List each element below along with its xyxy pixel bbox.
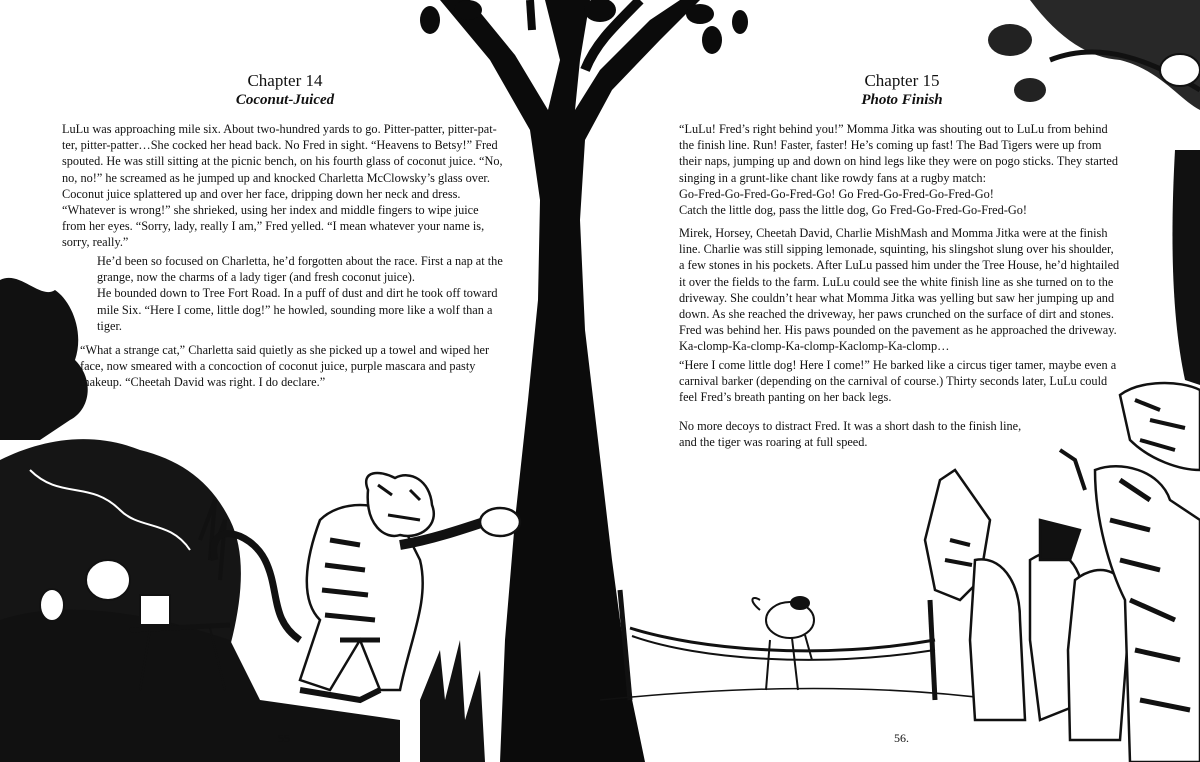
chapter-title: Photo Finish xyxy=(861,92,943,108)
paragraph-text: “LuLu! Fred’s right behind you!” Momma Jitka was shouting out to LuLu from behind the finish line. Run! Faster, faster! He’s coming up fast! The Bad Tigers were up from their naps, jumping up and down on hind legs like they were on pogo sticks. They started singing in a grunt-like chant like rowdy fans at a rugby match: Go-Fred-Go-Fred-Go-Fred-Go! Go Fred-Go-Fred-Go-Fred-Go! Catch the little dog, pass the little dog, Go Fred-Go-Fred-Go-Fred-Go! xyxy=(679,122,1118,218)
chapter-number: Chapter 14 xyxy=(247,71,323,90)
paragraph xyxy=(62,121,522,251)
right-page xyxy=(600,0,1200,762)
paragraph-text: He’d been so focused on Charletta, he’d forgotten about the race. First a nap at the grange, now the charms of a lady tiger (and fresh coconut juice). He bounded down to Tree Fort Road. In a puff of dust and dirt he took off toward mile Six. “Here I come, little dog!” he howled, sounding more like a wolf than a tiger. xyxy=(97,254,503,333)
paragraph xyxy=(679,225,1159,355)
paragraph-text: “What a strange cat,” Charletta said quietly as she picked up a towel and wiped her face, now smeared with a concoction of coconut juice, purple mascara and pasty makeup. “Cheetah David was right. I do declare.” xyxy=(80,343,490,390)
paragraph-text: LuLu was approaching mile six. About two-hundred yards to go. Pitter-patter, pitter-pat- ter, pitter-patter…She cocked her head back. No Fred in sight. “Heavens to Betsy!” Fred spouted. He was still sitting at the picnic bench, on his fourth glass of coconut juice. “No, no, no!” he screamed as he jumped up and knocked Charletta McClowsky’s glass over. Coconut juice splattered up and over her face, dripping down her neck and dress. “Whatever is wrong!” she shrieked, using her index and middle fingers to wipe juice from her eyes. “Sorry, lady, really I am,” Fred yelled. “I mean whatever your name is, sorry, really.” xyxy=(62,122,503,250)
page-number: 55 xyxy=(278,731,290,745)
paragraph xyxy=(80,342,520,391)
chapter-number: Chapter 15 xyxy=(864,71,940,90)
chapter-heading xyxy=(165,71,405,109)
paragraph xyxy=(679,418,1159,450)
paragraph-text: No more decoys to distract Fred. It was a short dash to the finish line, and the tiger was roaring at full speed. xyxy=(679,419,1022,450)
chapter-heading xyxy=(782,71,1022,109)
paragraph xyxy=(679,357,1159,406)
paragraph xyxy=(679,121,1159,218)
paragraph-text: Mirek, Horsey, Cheetah David, Charlie MishMash and Momma Jitka were at the finish line. Charlie was still sipping lemonade, squinting, his slingshot slung over his shoulder, a few stones in his pockets. After LuLu passed him under the Tree House, he’d hightailed it over the fields to the farm. LuLu could see the white finish line as she turned on to the driveway. She couldn’t hear what Momma Jitka was yelling but saw her jumping up and down. As she reached the driveway, her paws crunched on the surface of dirt and stones. Fred was behind her. His paws pounded on the pavement as he approached the driveway. Ka-clomp-Ka-clomp-Ka-clomp-Kaclomp-Ka-clomp… xyxy=(679,226,1120,354)
page-number: 56. xyxy=(894,731,909,745)
paragraph-text: “Here I come little dog! Here I come!” He barked like a circus tiger tamer, maybe even a carnival barker (depending on the carnival of course.) Thirty seconds later, LuLu could feel Fred’s breath panting on her back legs. xyxy=(679,358,1117,405)
chapter-title: Coconut-Juiced xyxy=(235,92,335,108)
paragraph xyxy=(97,253,517,334)
